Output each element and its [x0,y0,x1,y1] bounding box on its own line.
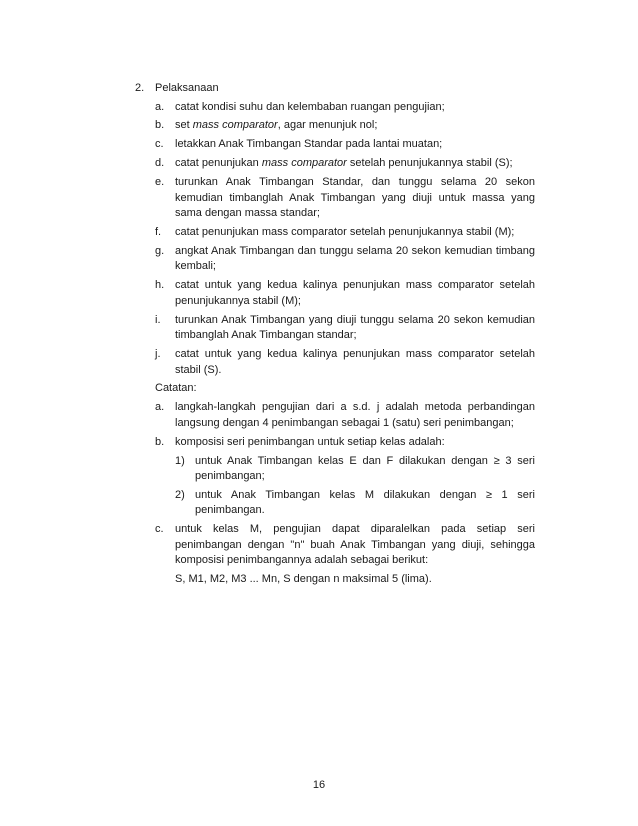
sub-item [175,454,535,485]
list-item [155,118,535,134]
item-text: langkah-langkah pengujian dari a s.d. j adalah metoda perbandingan langsung dengan 4 penimbangan sebagai 1 (satu) seri penimbangan; [175,401,535,429]
item-text: catat untuk yang kedua kalinya penunjukan mass comparator setelah penunjukannya stabil (M); [175,279,535,307]
item-label: c. [155,138,164,151]
formula-text: S, M1, M2, M3 ... Mn, S dengan n maksimal 5 (lima). [175,573,432,586]
section-number: 2. [135,82,145,94]
item-text: angkat Anak Timbangan dan tunggu selama 20 sekon kemudian timbang kembali; [175,244,535,273]
item-text: untuk kelas M, pengujian dapat diparalelkan pada setiap seri penimbangan dengan "n" buah Anak Timbangan yang diuji, sehingga komposisi penimbangannya adalah sebagai berikut: [175,523,535,567]
list-item [155,244,535,275]
list-item [155,100,535,116]
item-label: c. [155,523,164,536]
sub-item [175,488,535,519]
list-item [155,313,535,344]
item-label: j. [155,348,161,361]
list-item [155,400,535,431]
page-number: 16 [312,779,326,791]
item-label: a. [155,401,165,414]
catatan-list [155,400,535,587]
list-item [155,137,535,153]
item-text: catat untuk yang kedua kalinya penunjukan mass comparator setelah stabil (S). [175,348,535,376]
item-text-pre: catat penunjukan [175,157,262,170]
section-title: Pelaksanaan [155,82,219,94]
item-label: f. [155,225,162,238]
list-item [155,522,535,587]
sub-item-label: 1) [175,454,185,467]
sub-item-text: untuk Anak Timbangan kelas M dilakukan dengan ≥ 1 seri penimbangan. [195,488,535,517]
item-text-post: , agar menunjuk nol; [277,119,378,132]
item-text: letakkan Anak Timbangan Standar pada lantai muatan; [175,138,443,151]
list-item [155,347,535,378]
sub-item-text: untuk Anak Timbangan kelas E dan F dilakukan dengan ≥ 3 seri penimbangan; [195,454,535,483]
section-heading [135,81,535,97]
item-text-pre: set [175,119,193,132]
item-label: b. [155,119,165,132]
list-item [155,156,535,172]
item-label: e. [155,176,165,189]
catatan-title: Catatan: [155,382,197,395]
item-text: catat kondisi suhu dan kelembaban ruangan pengujian; [175,100,445,113]
item-label: b. [155,435,165,448]
list-item [155,225,535,241]
item-text: turunkan Anak Timbangan yang diuji tunggu selama 20 sekon kemudian timbanglah Anak Timbangan standar; [175,313,535,342]
list-item [155,278,535,309]
item-text: komposisi seri penimbangan untuk setiap kelas adalah: [175,435,445,448]
list-item [155,175,535,222]
item-text-post: setelah penunjukannya stabil (S); [346,157,513,170]
section-pelaksanaan [135,81,535,591]
item-label: g. [155,244,165,257]
sub-item-label: 2) [175,488,185,501]
item-text-em: mass comparator [261,157,347,170]
item-label: d. [155,157,165,170]
item-label: a. [155,100,165,113]
list-item [155,435,535,519]
item-text: catat penunjukan mass comparator setelah penunjukannya stabil (M); [175,225,515,238]
item-text: turunkan Anak Timbangan Standar, dan tunggu selama 20 sekon kemudian timbanglah Anak Timbangan yang diuji untuk massa yang sama dengan massa standar; [175,176,535,220]
item-text-em: mass comparator [192,119,278,132]
item-label: h. [155,279,165,292]
item-label: i. [155,313,161,326]
steps-list [155,100,535,379]
